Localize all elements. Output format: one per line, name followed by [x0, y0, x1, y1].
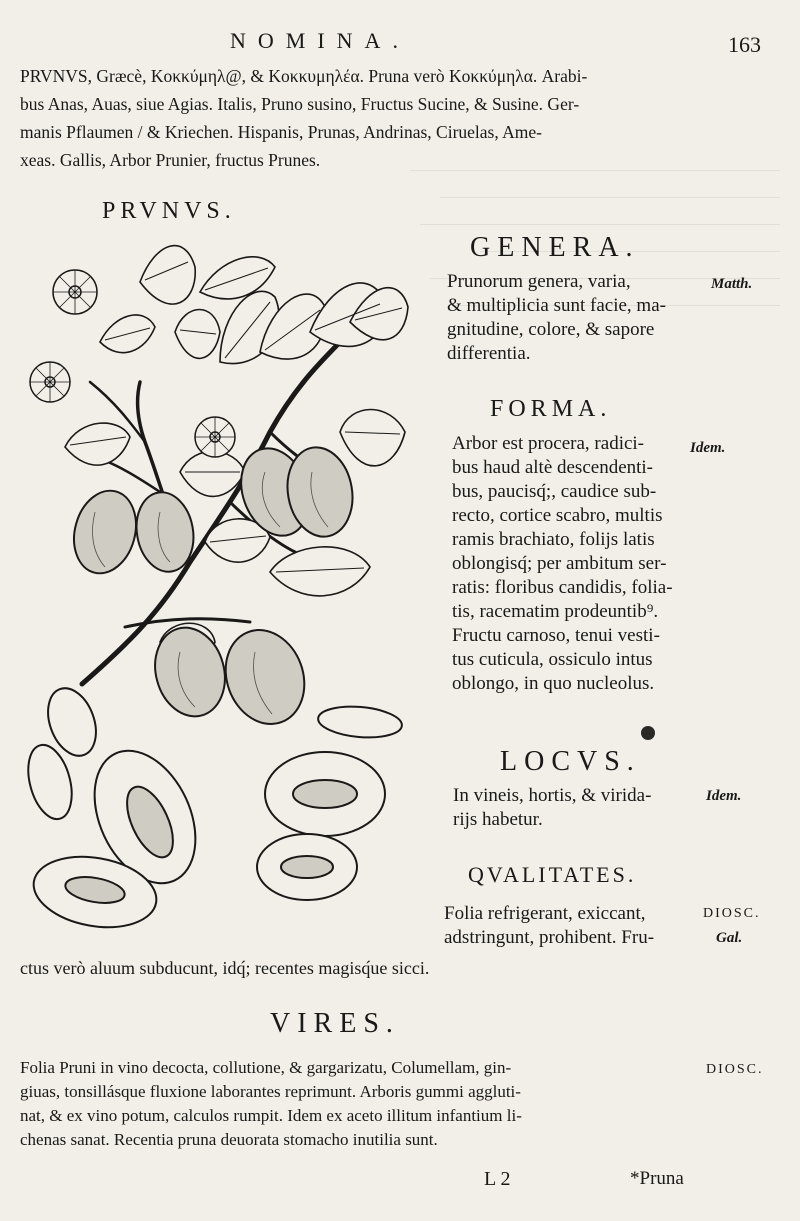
woodcut-plum-branch-illustration: [20, 222, 415, 942]
qualitates-heading: QVALITATES.: [468, 862, 637, 887]
qualitates-margin-diosc: DIOSC.: [703, 906, 761, 921]
plum: [146, 620, 235, 725]
forma-line: ratis: floribus candidis, folia-: [452, 577, 673, 598]
genera-line: differentia.: [447, 343, 531, 364]
blossom: [30, 362, 70, 402]
ink-spot: [641, 726, 655, 740]
forma-paragraph: [452, 432, 673, 696]
forma-line: tis, racematim prodeuntib⁹.: [452, 601, 659, 622]
genera-line: Prunorum genera, varia,: [447, 271, 631, 292]
genera-margin-note: Matth.: [711, 276, 753, 292]
plum: [213, 619, 317, 735]
locus-line: In vineis, hortis, & virida-: [453, 785, 652, 806]
vires-line: chenas sanat. Recentia pruna deuorata stomacho inutilia sunt.: [20, 1130, 438, 1149]
nomina-line: PRVNVS, Græcè, Κοκκύμηλ@, & Κοκκυμηλέα. Pruna verò Κοκκύμηλα. Arabi-: [20, 66, 588, 86]
genera-line: gnitudine, colore, & sapore: [447, 319, 655, 340]
plum-pit: [293, 780, 357, 808]
qualitates-line: Folia refrigerant, exiccant,: [444, 903, 646, 924]
nomina-line: manis Pflaumen / & Kriechen. Hispanis, Prunas, Andrinas, Ciruelas, Ame-: [20, 122, 543, 142]
forma-line: ramis brachiato, folijs latis: [452, 529, 655, 550]
plum: [65, 484, 145, 581]
forma-line: bus, paucisq́;, caudice sub-: [452, 481, 657, 502]
running-head-title: NOMINA.: [230, 28, 410, 53]
signature-mark: L 2: [484, 1168, 511, 1190]
blossom: [195, 417, 235, 457]
page-number: 163: [728, 32, 761, 57]
genera-heading: GENERA.: [470, 232, 640, 263]
forma-line: Fructu carnoso, tenui vesti-: [452, 625, 660, 646]
plate-title: PRVNVS.: [102, 198, 236, 224]
nomina-line: xeas. Gallis, Arbor Prunier, fructus Prunes.: [20, 150, 321, 170]
catchword: *Pruna: [630, 1168, 684, 1189]
forma-margin-note: Idem.: [690, 440, 726, 456]
nomina-paragraph: [20, 62, 587, 174]
qualitates-line: adstringunt, prohibent. Fru-: [444, 927, 655, 948]
plum-pit: [281, 856, 333, 878]
genera-paragraph: [447, 270, 666, 366]
forma-line: oblongisq́; per ambitum ser-: [452, 553, 667, 574]
qualitates-continuation: ctus verò aluum subducunt, idq́; recentes magisq́ue sicci.: [20, 958, 430, 978]
genera-line: & multiplicia sunt facie, ma-: [447, 295, 666, 316]
locus-line: rijs habetur.: [453, 809, 543, 830]
forma-line: oblongo, in quo nucleolus.: [452, 673, 655, 694]
blossom: [53, 270, 97, 314]
qualitates-margin-gal: Gal.: [716, 930, 743, 946]
vires-margin-diosc: DIOSC.: [706, 1062, 764, 1077]
plum-stone: [317, 703, 403, 740]
vires-paragraph: [20, 1056, 522, 1152]
locus-heading: LOCVS.: [500, 746, 641, 777]
vires-line: nat, & ex vino potum, calculos rumpit. Idem ex aceto illitum infantium li-: [20, 1106, 522, 1125]
nomina-line: bus Anas, Auas, siue Agias. Italis, Pruno susino, Fructus Sucine, & Susine. Ger-: [20, 94, 580, 114]
qualitates-paragraph: [444, 902, 654, 950]
vires-heading: VIRES.: [270, 1008, 400, 1039]
locus-paragraph: [453, 784, 651, 832]
forma-line: recto, cortice scabro, multis: [452, 505, 663, 526]
forma-heading: FORMA.: [490, 396, 612, 422]
forma-line: tus cuticula, ossiculo intus: [452, 649, 653, 670]
forma-line: bus haud altè descendenti-: [452, 457, 654, 478]
leaf: [140, 246, 195, 304]
vires-line: giuas, tonsillásque fluxione laborantes reprimunt. Arboris gummi aggluti-: [20, 1082, 521, 1101]
forma-line: Arbor est procera, radici-: [452, 433, 645, 454]
leaf: [340, 410, 405, 466]
locus-margin-note: Idem.: [706, 788, 742, 804]
vires-line: Folia Pruni in vino decocta, collutione, & gargarizatu, Columellam, gin-: [20, 1058, 512, 1077]
